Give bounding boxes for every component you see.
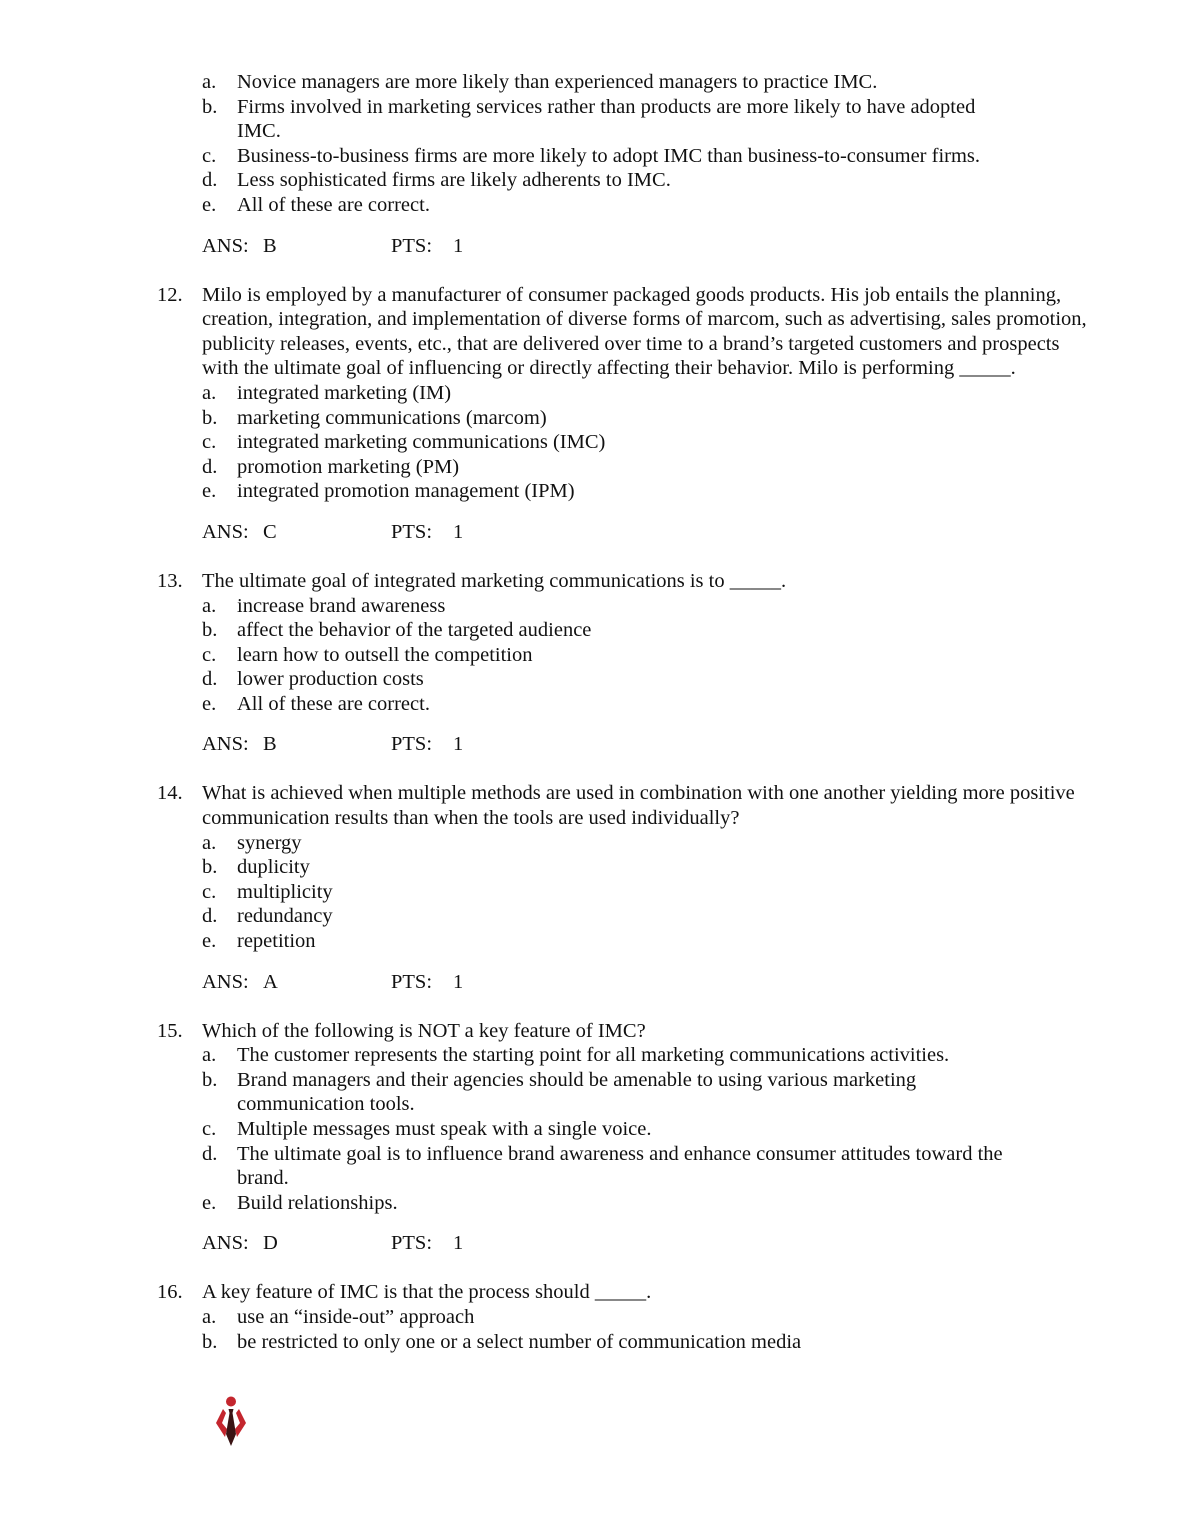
option-text: promotion marketing (PM)	[237, 455, 460, 478]
answer-value: A	[263, 970, 278, 993]
ans-label: ANS:	[202, 1232, 249, 1255]
option-text: The customer represents the starting point for all marketing communications activities.	[237, 1044, 950, 1067]
option-letter: c.	[202, 431, 217, 454]
pts-label: PTS:	[391, 520, 433, 543]
option-letter: d.	[202, 905, 218, 928]
ans-label: ANS:	[202, 520, 249, 543]
answer-value: C	[263, 520, 277, 543]
option-letter: a.	[202, 594, 217, 617]
option-list	[0, 1043, 1190, 1215]
question-16	[0, 1280, 1190, 1354]
option-text: duplicity	[237, 856, 310, 879]
option-letter: e.	[202, 193, 217, 216]
option	[0, 643, 1190, 668]
option-letter: a.	[202, 1305, 217, 1328]
option	[0, 692, 1190, 717]
option-text: integrated marketing communications (IMC)	[237, 431, 606, 454]
logo-left-lapel	[216, 1409, 227, 1437]
option-text: All of these are correct.	[237, 692, 430, 715]
question-text: Milo is employed by a manufacturer of consumer packaged goods products. His job entails the planning, creation, integration, and implementation of diverse forms of marcom, such as advertising, sales promotion, publicity releases, events, etc., that are delivered over time to a brand’s targeted customers and prospects with the ultimate goal of influencing or directly affecting their behavior. Milo is performing _____.	[202, 283, 1087, 380]
points-value: 1	[453, 970, 464, 993]
option-text: increase brand awareness	[237, 594, 446, 617]
option	[0, 1068, 1190, 1117]
logo-right-lapel	[235, 1409, 246, 1437]
option-list	[0, 381, 1190, 504]
question-stem	[0, 781, 1190, 830]
answer-row	[0, 970, 1190, 995]
document-page	[0, 70, 1190, 1378]
question-12	[0, 283, 1190, 545]
question-text: The ultimate goal of integrated marketing communications is to _____.	[202, 569, 787, 592]
answer-row	[0, 234, 1190, 259]
option-letter: d.	[202, 1142, 218, 1165]
option-text: repetition	[237, 930, 316, 953]
question-13	[0, 569, 1190, 758]
option-text: be restricted to only one or a select number of communication media	[237, 1330, 802, 1353]
option	[0, 430, 1190, 455]
option-letter: e.	[202, 1191, 217, 1214]
option-text: All of these are correct.	[237, 193, 430, 216]
question-number: 14.	[157, 782, 183, 805]
option-letter: a.	[202, 831, 217, 854]
option-letter: e.	[202, 930, 217, 953]
option-letter: b.	[202, 95, 218, 118]
option-letter: b.	[202, 406, 218, 429]
option-letter: d.	[202, 668, 218, 691]
option	[0, 455, 1190, 480]
option-letter: a.	[202, 1044, 217, 1067]
option-text: The ultimate goal is to influence brand awareness and enhance consumer attitudes toward the brand.	[237, 1142, 1003, 1190]
option-text: affect the behavior of the targeted audience	[237, 619, 592, 642]
option-letter: a.	[202, 381, 217, 404]
option-letter: c.	[202, 144, 217, 167]
option	[0, 70, 1190, 95]
question-15	[0, 1019, 1190, 1257]
ans-label: ANS:	[202, 970, 249, 993]
question-text: A key feature of IMC is that the process should _____.	[202, 1281, 652, 1304]
points-value: 1	[453, 520, 464, 543]
question-text: What is achieved when multiple methods are used in combination with one another yielding more positive communication results than when the tools are used individually?	[202, 782, 1075, 830]
businessman-tie-icon	[214, 1396, 248, 1448]
option	[0, 381, 1190, 406]
option-letter: c.	[202, 1118, 217, 1140]
answer-value: D	[263, 1232, 278, 1255]
option-list	[0, 1305, 1190, 1354]
option-text: redundancy	[237, 905, 333, 928]
option	[0, 1142, 1190, 1191]
option	[0, 1305, 1190, 1330]
option-list	[0, 70, 1190, 218]
ans-label: ANS:	[202, 234, 249, 257]
option	[0, 880, 1190, 905]
option	[0, 594, 1190, 619]
option-list	[0, 594, 1190, 717]
option	[0, 618, 1190, 643]
ans-label: ANS:	[202, 733, 249, 756]
logo-tie	[226, 1409, 236, 1446]
option-letter: e.	[202, 692, 217, 715]
option-letter: b.	[202, 1068, 218, 1091]
option	[0, 1191, 1190, 1216]
option-text: learn how to outsell the competition	[237, 643, 533, 666]
option	[0, 144, 1190, 169]
option-text: use an “inside-out” approach	[237, 1305, 475, 1328]
answer-row	[0, 1231, 1190, 1256]
question-text: Which of the following is NOT a key feature of IMC?	[202, 1019, 646, 1042]
option-text: Business-to-business firms are more likely to adopt IMC than business-to-consumer firms.	[237, 144, 981, 167]
question-number: 16.	[157, 1281, 183, 1304]
option-text: integrated marketing (IM)	[237, 381, 452, 404]
option	[0, 168, 1190, 193]
option-text: multiplicity	[237, 880, 333, 903]
option-letter: d.	[202, 455, 218, 478]
pts-label: PTS:	[391, 970, 433, 993]
points-value: 1	[453, 1232, 464, 1255]
pts-label: PTS:	[391, 733, 433, 756]
option	[0, 406, 1190, 431]
option	[0, 479, 1190, 504]
question-11	[0, 70, 1190, 259]
option-text: Multiple messages must speak with a single voice.	[237, 1118, 652, 1140]
question-number: 12.	[157, 283, 183, 306]
answer-row	[0, 520, 1190, 545]
option-text: Firms involved in marketing services rather than products are more likely to have adopted IMC.	[237, 95, 976, 143]
option-text: marketing communications (marcom)	[237, 406, 547, 429]
option-letter: b.	[202, 856, 218, 879]
option-letter: c.	[202, 880, 217, 903]
option-letter: d.	[202, 169, 218, 192]
question-number: 13.	[157, 569, 183, 592]
option	[0, 1043, 1190, 1068]
answer-value: B	[263, 733, 277, 756]
question-stem	[0, 1019, 1190, 1044]
points-value: 1	[453, 234, 464, 257]
pts-label: PTS:	[391, 234, 433, 257]
question-stem	[0, 1280, 1190, 1305]
option-text: Less sophisticated firms are likely adherents to IMC.	[237, 169, 671, 192]
points-value: 1	[453, 733, 464, 756]
question-stem	[0, 569, 1190, 594]
option-letter: e.	[202, 480, 217, 503]
question-number: 15.	[157, 1019, 183, 1042]
option	[0, 193, 1190, 218]
option-list	[0, 831, 1190, 954]
option-text: Build relationships.	[237, 1191, 398, 1214]
option	[0, 855, 1190, 880]
question-14	[0, 781, 1190, 994]
logo-head	[226, 1397, 236, 1407]
option-text: Novice managers are more likely than experienced managers to practice IMC.	[237, 71, 878, 93]
option-text: integrated promotion management (IPM)	[237, 480, 575, 503]
option-letter: b.	[202, 1330, 218, 1353]
option-letter: c.	[202, 643, 217, 666]
option-text: Brand managers and their agencies should be amenable to using various marketing communication tools.	[237, 1068, 917, 1116]
option	[0, 667, 1190, 692]
answer-row	[0, 732, 1190, 757]
option-letter: b.	[202, 619, 218, 642]
option	[0, 1117, 1190, 1142]
option	[0, 904, 1190, 929]
question-stem	[0, 283, 1190, 381]
option-text: lower production costs	[237, 668, 424, 691]
option	[0, 929, 1190, 954]
option-text: synergy	[237, 831, 302, 854]
option	[0, 1330, 1190, 1355]
pts-label: PTS:	[391, 1232, 433, 1255]
answer-value: B	[263, 234, 277, 257]
option	[0, 831, 1190, 856]
option-letter: a.	[202, 71, 217, 93]
option	[0, 95, 1190, 144]
